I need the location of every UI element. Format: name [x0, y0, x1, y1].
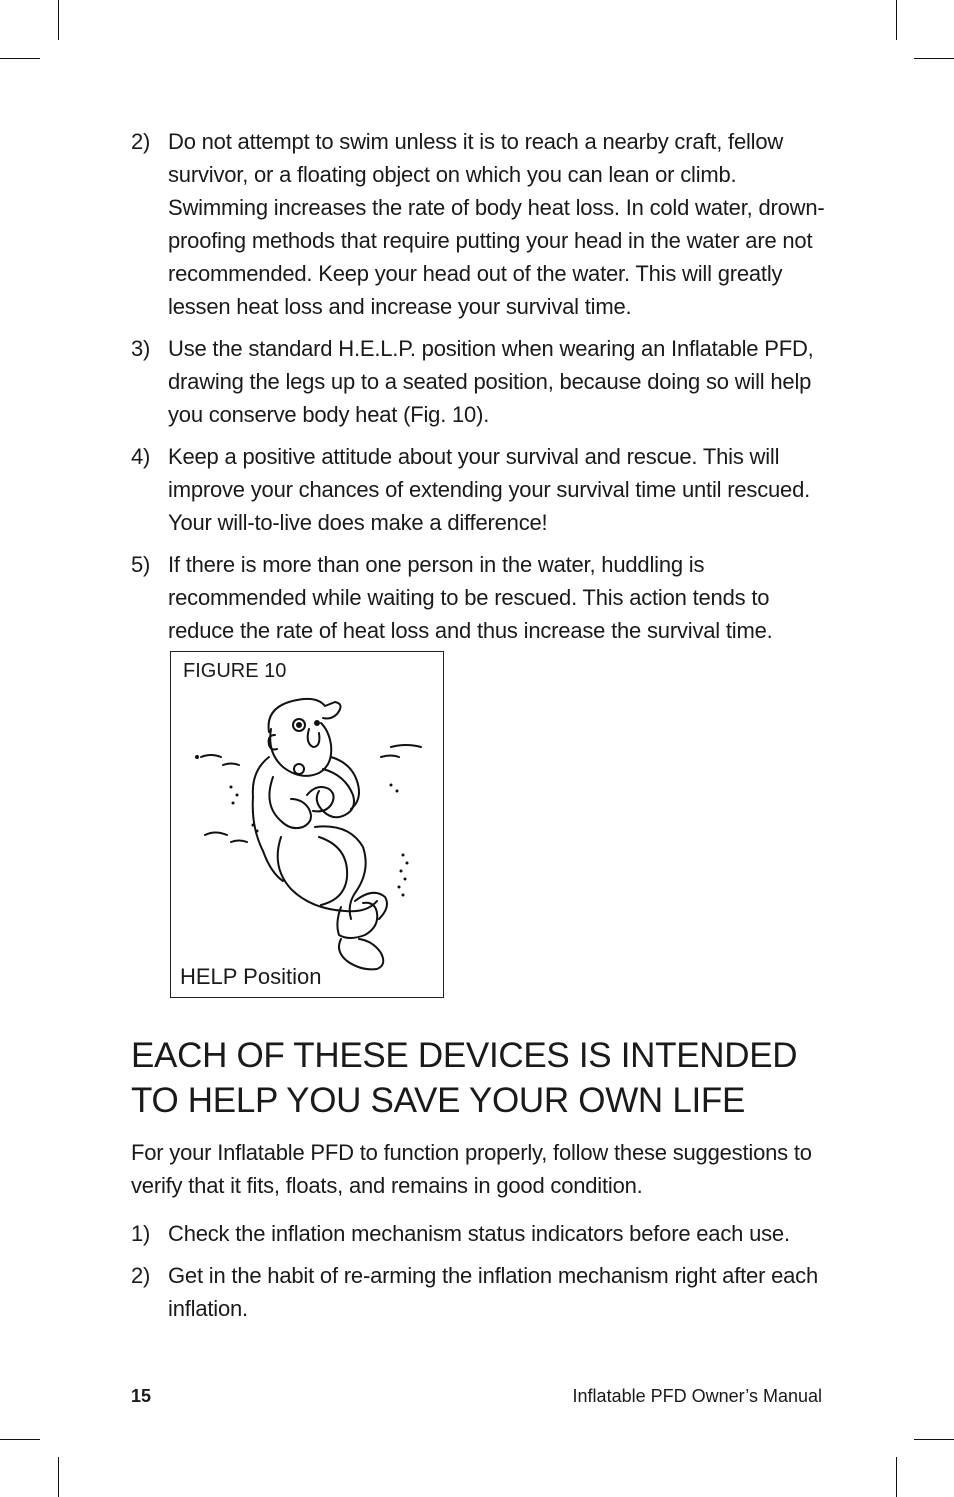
crop-mark — [896, 0, 897, 40]
list-item — [131, 1259, 831, 1325]
list-text: Check the inflation mechanism status indicators before each use. — [168, 1221, 790, 1246]
list-number: 2) — [131, 129, 151, 154]
section-heading: EACH OF THESE DEVICES IS INTENDED TO HELP YOU SAVE YOUR OWN LIFE — [131, 1036, 798, 1120]
crop-mark — [0, 1439, 40, 1440]
list-number: 2) — [131, 1263, 151, 1288]
list-text: Use the standard H.E.L.P. position when wearing an Inflatable PFD, drawing the legs up to a seated position, because doing so will help you conserve body heat (Fig. 10). — [168, 336, 814, 427]
list-text: Get in the habit of re-arming the inflation mechanism right after each inflation. — [168, 1263, 819, 1321]
crop-mark — [58, 1457, 59, 1497]
list-number: 3) — [131, 336, 151, 361]
crop-mark — [58, 0, 59, 40]
person-help-position-illustration-icon — [191, 677, 431, 982]
figure-10 — [170, 651, 444, 998]
crop-mark — [914, 1439, 954, 1440]
intro-paragraph: For your Inflatable PFD to function properly, follow these suggestions to verify that it fits, floats, and remains in good condition. — [131, 1140, 812, 1198]
figure-caption: HELP Position — [180, 964, 322, 989]
numbered-list — [131, 1217, 831, 1334]
list-number: 1) — [131, 1221, 151, 1246]
list-item — [131, 548, 831, 647]
list-item — [131, 1217, 831, 1250]
list-number: 5) — [131, 552, 151, 577]
list-text: If there is more than one person in the water, huddling is recommended while waiting to be rescued. This action tends to reduce the rate of heat loss and thus increase the survival time. — [168, 552, 773, 643]
list-item — [131, 440, 831, 539]
figure-label: FIGURE 10 — [183, 660, 287, 682]
list-item — [131, 125, 831, 323]
page-number: 15 — [131, 1386, 152, 1406]
list-item — [131, 332, 831, 431]
crop-mark — [0, 58, 40, 59]
crop-mark — [896, 1457, 897, 1497]
list-text: Keep a positive attitude about your survival and rescue. This will improve your chances of extending your survival time until rescued. Your will-to-live does make a difference! — [168, 444, 811, 535]
numbered-list — [131, 125, 831, 656]
crop-mark — [914, 58, 954, 59]
list-text: Do not attempt to swim unless it is to reach a nearby craft, fellow survivor, or a floating object on which you can lean or climb. Swimming increases the rate of body heat loss. In cold water, drown-proofing methods that require putting your head in the water are not recommended. Keep your head out of the water. This will greatly lessen heat loss and increase your survival time. — [168, 129, 825, 319]
footer-title: Inflatable PFD Owner’s Manual — [572, 1386, 822, 1406]
list-number: 4) — [131, 444, 151, 469]
